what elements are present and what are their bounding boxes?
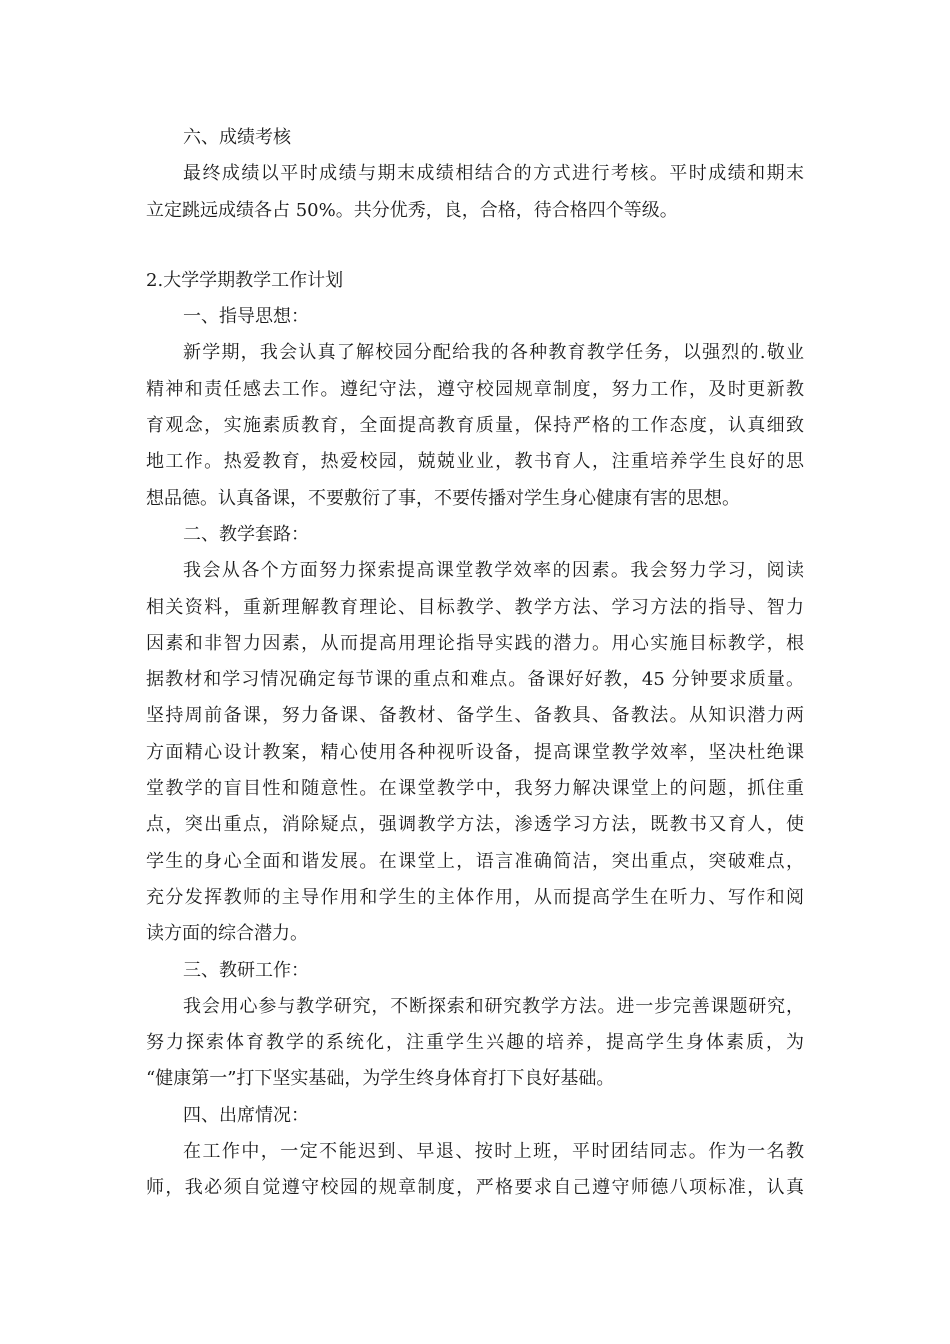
paragraph-line: 学生的身心全面和谐发展。在课堂上，语言准确简洁，突出重点，突破难点，: [146, 850, 804, 872]
paragraph-line: 充分发挥教师的主导作用和学生的主体作用，从而提高学生在听力、写作和阅: [146, 886, 804, 908]
paragraph-line: 相关资料，重新理解教育理论、目标教学、教学方法、学习方法的指导、智力: [146, 596, 804, 618]
paragraph-line: “健康第一”打下坚实基础，为学生终身体育打下良好基础。: [146, 1068, 615, 1090]
paragraph-line: 努力探索体育教学的系统化，注重学生兴趣的培养，提高学生身体素质，为: [146, 1032, 804, 1054]
paragraph-line: 育观念，实施素质教育，全面提高教育质量，保持严格的工作态度，认真细致: [146, 415, 804, 437]
section-heading-teaching-method: 二、教学套路：: [183, 523, 309, 545]
document-body: [146, 120, 804, 1207]
paragraph-line: 读方面的综合潜力。: [146, 923, 308, 945]
paragraph-line: 因素和非智力因素，从而提高用理论指导实践的潜力。用心实施目标教学，根: [146, 632, 804, 654]
paragraph-line: 精神和责任感去工作。遵纪守法，遵守校园规章制度，努力工作，及时更新教: [146, 378, 804, 400]
paragraph-line: 坚持周前备课，努力备课、备教材、备学生、备教具、备教法。从知识潜力两: [146, 705, 804, 727]
section-heading-research: 三、教研工作：: [183, 959, 309, 981]
section-heading-guiding-thought: 一、指导思想：: [183, 306, 309, 328]
paragraph-line: 立定跳远成绩各占 50%。共分优秀，良，合格，待合格四个等级。: [146, 199, 678, 221]
paragraph-line: 新学期，我会认真了解校园分配给我的各种教育教学任务，以强烈的.敬业: [183, 342, 804, 364]
paragraph-line: 据教材和学习情况确定每节课的重点和难点。备课好好教，45 分钟要求质量。: [146, 669, 804, 691]
paragraph-line: 方面精心设计教案，精心使用各种视听设备，提高课堂教学效率，坚决杜绝课: [146, 741, 804, 763]
paragraph-line: 想品德。认真备课，不要敷衍了事，不要传播对学生身心健康有害的思想。: [146, 487, 740, 509]
document-title: 2.大学学期教学工作计划: [146, 269, 344, 291]
paragraph-line: 师，我必须自觉遵守校园的规章制度，严格要求自己遵守师德八项标准，认真: [146, 1177, 804, 1199]
paragraph-line: 我会用心参与教学研究，不断探索和研究教学方法。进一步完善课题研究，: [183, 995, 804, 1017]
spacer: [146, 229, 804, 263]
paragraph-line: 在工作中，一定不能迟到、早退、按时上班，平时团结同志。作为一名教: [183, 1141, 804, 1163]
paragraph-line: 堂教学的盲目性和随意性。在课堂教学中，我努力解决课堂上的问题，抓住重: [146, 778, 804, 800]
paragraph-line: 我会从各个方面努力探索提高课堂教学效率的因素。我会努力学习，阅读: [183, 560, 804, 582]
paragraph-line: 最终成绩以平时成绩与期末成绩相结合的方式进行考核。平时成绩和期末: [183, 163, 804, 185]
paragraph-line: 点，突出重点，消除疑点，强调教学方法，渗透学习方法，既教书又育人，使: [146, 814, 804, 836]
paragraph-line: 地工作。热爱教育，热爱校园，兢兢业业，教书育人，注重培养学生良好的思: [146, 451, 804, 473]
section-heading-attendance: 四、出席情况：: [183, 1104, 309, 1126]
section-heading-grades: 六、成绩考核: [183, 127, 291, 148]
